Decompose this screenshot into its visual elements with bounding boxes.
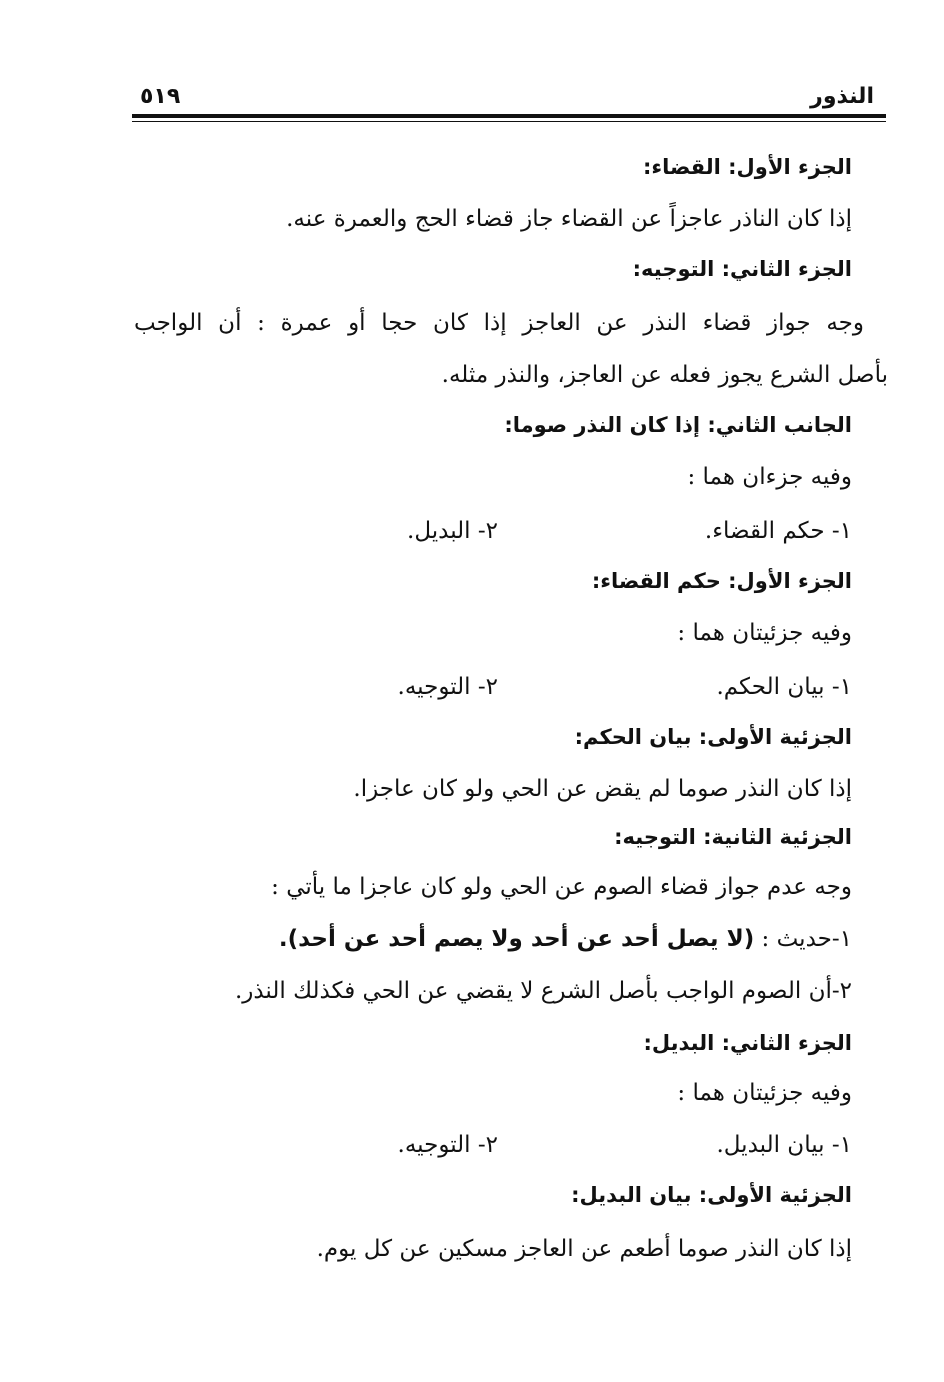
paragraph-line: وجه جواز قضاء النذر عن العاجز إذا كان حجا أو عمرة : أن الواجب — [134, 310, 864, 336]
list-item: ٢- التوجيه. — [397, 674, 498, 700]
hadith-line — [279, 924, 852, 954]
section-heading: الجانب الثاني: إذا كان النذر صوما: — [504, 413, 852, 437]
section-heading: الجزء الثاني: التوجيه: — [632, 257, 852, 281]
paragraph-line: إذا كان الناذر عاجزاً عن القضاء جاز قضاء الحج والعمرة عنه. — [286, 206, 852, 232]
list-item: ١- بيان البديل. — [716, 1132, 852, 1158]
section-heading: الجزء الثاني: البديل: — [643, 1031, 852, 1055]
list-item: ١- حكم القضاء. — [704, 518, 852, 544]
header-rule-thin — [132, 121, 886, 122]
paragraph-line: إذا كان النذر صوما لم يقض عن الحي ولو كان عاجزا. — [353, 776, 852, 802]
paragraph-line: بأصل الشرع يجوز فعله عن العاجز، والنذر مثله. — [441, 362, 888, 388]
chapter-title: النذور — [810, 84, 874, 109]
section-heading: الجزئية الأولى: بيان البديل: — [571, 1183, 852, 1207]
page-number: ٥١٩ — [140, 84, 181, 109]
list-item: ١- بيان الحكم. — [716, 674, 852, 700]
running-header — [134, 84, 886, 114]
paragraph-line: وجه عدم جواز قضاء الصوم عن الحي ولو كان عاجزا ما يأتي : — [271, 874, 852, 900]
section-heading: الجزء الأول: القضاء: — [642, 155, 852, 179]
paragraph-line: وفيه جزئيتان هما : — [677, 620, 852, 646]
paragraph-line: وفيه جزءان هما : — [687, 464, 852, 490]
list-item: ٢- التوجيه. — [397, 1132, 498, 1158]
hadith-quote: (لا يصل أحد عن أحد ولا يصم أحد عن أحد). — [278, 926, 755, 952]
paragraph-line: ٢-أن الصوم الواجب بأصل الشرع لا يقضي عن الحي فكذلك النذر. — [234, 978, 852, 1004]
section-heading: الجزئية الثانية: التوجيه: — [614, 825, 852, 849]
paragraph-line: إذا كان النذر صوما أطعم عن العاجز مسكين عن كل يوم. — [316, 1236, 852, 1262]
header-rule-thick — [132, 114, 886, 118]
section-heading: الجزئية الأولى: بيان الحكم: — [574, 725, 852, 749]
paragraph-line: وفيه جزئيتان هما : — [677, 1080, 852, 1106]
list-marker: ١-حديث : — [761, 926, 852, 952]
list-item: ٢- البديل. — [407, 518, 498, 544]
section-heading: الجزء الأول: حكم القضاء: — [591, 569, 852, 593]
